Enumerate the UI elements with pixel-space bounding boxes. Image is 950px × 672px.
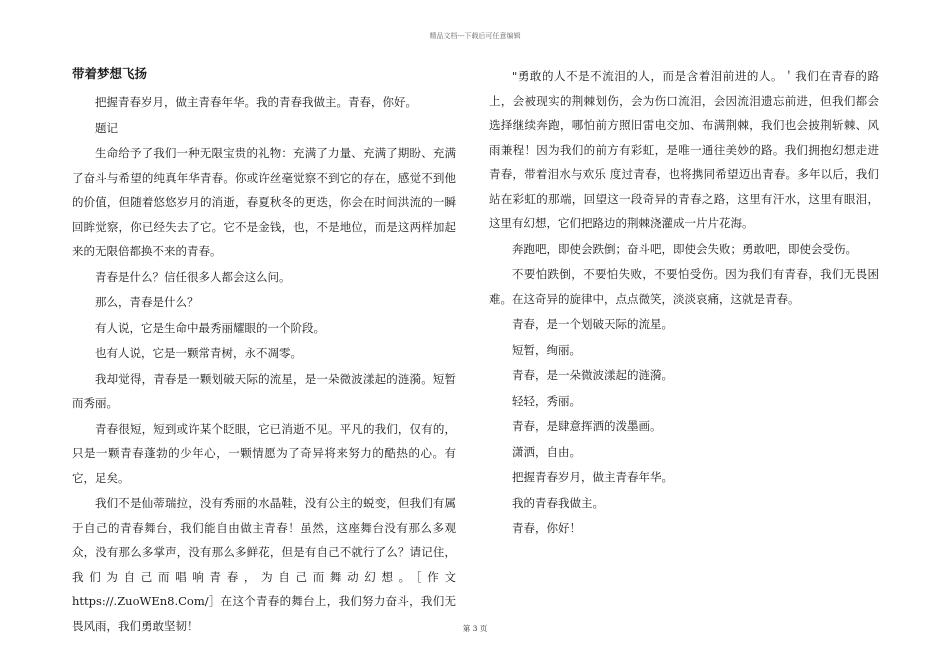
paragraph: 轻轻，秀丽。 bbox=[512, 393, 581, 408]
paragraph: 青春，你好！ bbox=[512, 521, 581, 535]
article-title: 带着梦想飞扬 bbox=[72, 66, 148, 81]
paragraph: 青春很短，短到或许某个眨眼，它已消逝不见。平凡的我们，仅有的，只是一颗青春蓬勃的少年心，一颗情愿为了奇异将来努力的酷热的心。有它，足矣。 bbox=[72, 421, 456, 485]
paragraph: 我却觉得，青春是一颗划破天际的流星，是一朵微波漾起的涟漪。短暂而秀丽。 bbox=[72, 371, 456, 410]
paragraph: 把握青春岁月，做主青春年华。我的青春我做主。青春，你好。 bbox=[95, 95, 417, 109]
paragraph: 也有人说，它是一颗常青树，永不凋零。 bbox=[95, 346, 302, 360]
paragraph: 我的青春我做主。 bbox=[512, 495, 604, 510]
paragraph: "勇敢的人不是不流泪的人，而是含着泪前进的人。＇我们在青春的路上，会被现实的荆棘划伤，会为伤口流泪，会因流泪遗忘前进，但我们都会选择继续奔跑，哪怕前方照旧雷电交加、布满荆棘，我们也会披荆斩棘、风雨兼程！因为我们的前方有彩虹，是唯一通往美妙的路。我们拥抱幻想走进青春，带着泪水与欢乐 度过青春，也将携同希望迈出青春。多年以后，我们站在彩虹的那端，回望这一段奇异的青春之路，这里有汗水，这里有眼泪，这里有幻想，它们把路边的荆棘浇灌成一片片花海。 bbox=[489, 69, 879, 230]
paragraph: 不要怕跌倒，不要怕失败，不要怕受伤。因为我们有青春，我们无畏困难。在这奇异的旋律中，点点微笑，淡淡哀痛，这就是青春。 bbox=[489, 267, 879, 306]
paragraph: 青春，是肆意挥洒的泼墨画。 bbox=[512, 419, 662, 433]
paragraph: 短暂，绚丽。 bbox=[512, 342, 581, 357]
right-column bbox=[489, 64, 879, 542]
left-column bbox=[72, 64, 456, 639]
paragraph: 青春，是一朵微波漾起的涟漪。 bbox=[512, 368, 673, 382]
paragraph: 潇洒，自由。 bbox=[512, 444, 581, 459]
paragraph: 青春，是一个划破天际的流星。 bbox=[512, 317, 673, 331]
page-header: 精品文档---下载后可任意编辑 bbox=[429, 32, 521, 40]
paragraph: 有人说，它是生命中最秀丽耀眼的一个阶段。 bbox=[95, 320, 325, 335]
paragraph: 青春是什么？信任很多人都会这么问。 bbox=[95, 269, 291, 284]
paragraph: 奔跑吧，即使会跌倒；奋斗吧，即使会失败；勇敢吧，即使会受伤。 bbox=[512, 241, 857, 256]
page-number: 第 3 页 bbox=[462, 624, 488, 633]
paragraph: 题记 bbox=[95, 120, 118, 135]
paragraph: 我们不是仙蒂瑞拉，没有秀丽的水晶鞋，没有公主的蜕变，但我们有属于自己的青春舞台，我们能自由做主青春！虽然，这座舞台没有那么多观众，没有那么多掌声，没有那么多鲜花，但是有自己不就行了么？请记住，我们为自己而唱响青春，为自己而舞动幻想。［作文https://.ZuoWEn8.Com/］在这个青春的舞台上，我们努力奋斗，我们无畏风雨，我们勇敢坚韧！ bbox=[72, 496, 456, 633]
paragraph: 把握青春岁月，做主青春年华。 bbox=[512, 470, 673, 484]
paragraph: 那么，青春是什么？ bbox=[95, 295, 199, 309]
paragraph: 生命给予了我们一种无限宝贵的礼物：充满了力量、充满了期盼、充满了奋斗与希望的纯真年华青春。你或许丝毫觉察不到它的存在，感觉不到他的价值，但随着悠悠岁月的消逝，春夏秋冬的更迭，你会在时间洪流的一瞬回眸觉察，你已经失去了它。它不是金钱，也，不是地位，而是这两样加起来的无限倍都换不来的青春。 bbox=[72, 146, 456, 258]
